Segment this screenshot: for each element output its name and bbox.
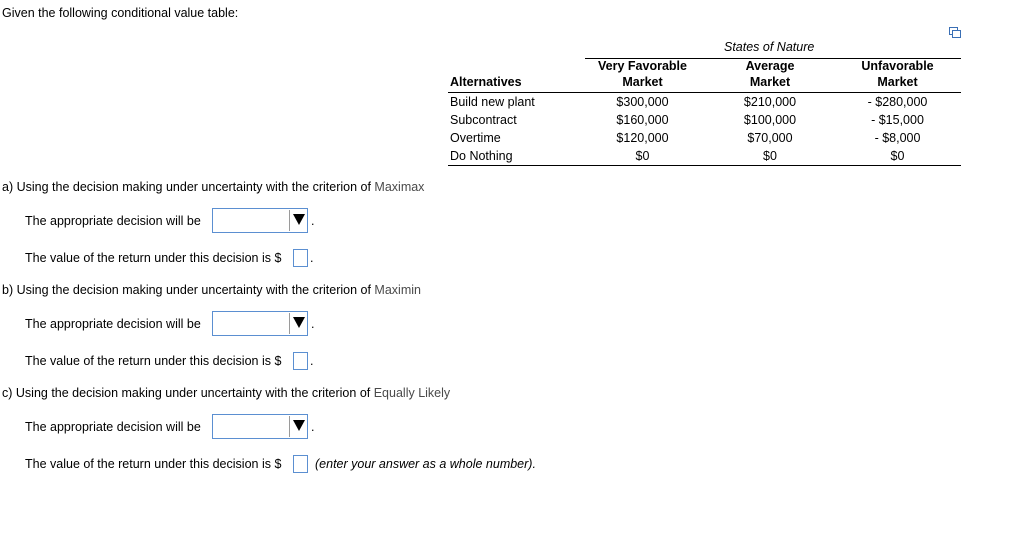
decision-dropdown-c[interactable] <box>212 414 308 439</box>
cell-very-favorable: $0 <box>635 149 650 163</box>
chevron-down-icon <box>293 317 305 328</box>
cell-unfavorable: - $280,000 <box>867 95 928 109</box>
header-average-line1: Average <box>745 59 795 73</box>
cell-average: $100,000 <box>743 113 797 127</box>
question-c-text: c) Using the decision making under uncertainty with the criterion of <box>2 386 374 400</box>
value-prompt-a: The value of the return under this decision is $ <box>25 251 282 265</box>
value-prompt-b: The value of the return under this decision is $ <box>25 354 282 368</box>
whole-number-hint: (enter your answer as a whole number). <box>315 457 536 471</box>
cell-unfavorable: - $8,000 <box>874 131 921 145</box>
copy-icon[interactable] <box>949 26 961 38</box>
period: . <box>311 420 315 434</box>
cell-very-favorable: $300,000 <box>616 95 669 109</box>
header-unfavorable-line1: Unfavorable <box>861 59 934 73</box>
question-b-criterion: Maximin <box>374 283 421 297</box>
cell-very-favorable: $120,000 <box>616 131 669 145</box>
chevron-down-icon <box>293 420 305 431</box>
period: . <box>311 317 315 331</box>
question-a <box>2 180 424 194</box>
row-name: Subcontract <box>450 113 517 127</box>
chevron-down-icon <box>293 214 305 225</box>
header-average <box>715 58 825 90</box>
period: . <box>311 214 315 228</box>
period: . <box>310 251 314 265</box>
row-name: Build new plant <box>450 95 535 109</box>
row-name: Overtime <box>450 131 501 145</box>
row-name: Do Nothing <box>450 149 513 163</box>
question-b <box>2 283 421 297</box>
header-average-line2: Market <box>749 75 791 89</box>
decision-prompt-c: The appropriate decision will be <box>25 420 201 434</box>
period: . <box>310 354 314 368</box>
decision-dropdown-b[interactable] <box>212 311 308 336</box>
question-c-criterion: Equally Likely <box>373 386 451 400</box>
question-c <box>2 386 450 400</box>
question-b-text: b) Using the decision making under uncertainty with the criterion of <box>2 283 375 297</box>
decision-prompt-a: The appropriate decision will be <box>25 214 201 228</box>
cell-average: $70,000 <box>747 131 793 145</box>
decision-dropdown-a[interactable] <box>212 208 308 233</box>
header-very-favorable-line2: Market <box>622 75 663 89</box>
header-very-favorable <box>585 58 700 90</box>
cell-very-favorable: $160,000 <box>616 113 669 127</box>
states-of-nature-label: States of Nature <box>724 40 815 54</box>
value-input-a[interactable] <box>293 249 308 267</box>
table-bottom-rule <box>448 165 961 166</box>
header-unfavorable <box>840 58 955 90</box>
header-alternatives: Alternatives <box>450 75 522 89</box>
value-prompt-c: The value of the return under this decision is $ <box>25 457 282 471</box>
intro-text: Given the following conditional value table: <box>2 6 239 20</box>
cell-average: $210,000 <box>743 95 797 109</box>
question-a-text: a) Using the decision making under uncertainty with the criterion of <box>2 180 375 194</box>
header-unfavorable-line2: Market <box>877 75 918 89</box>
question-a-criterion: Maximax <box>374 180 425 194</box>
header-very-favorable-line1: Very Favorable <box>598 59 687 73</box>
decision-prompt-b: The appropriate decision will be <box>25 317 201 331</box>
cell-unfavorable: $0 <box>890 149 905 163</box>
value-input-b[interactable] <box>293 352 308 370</box>
value-input-c[interactable] <box>293 455 308 473</box>
cell-average: $0 <box>763 149 777 163</box>
cell-unfavorable: - $15,000 <box>871 113 924 127</box>
